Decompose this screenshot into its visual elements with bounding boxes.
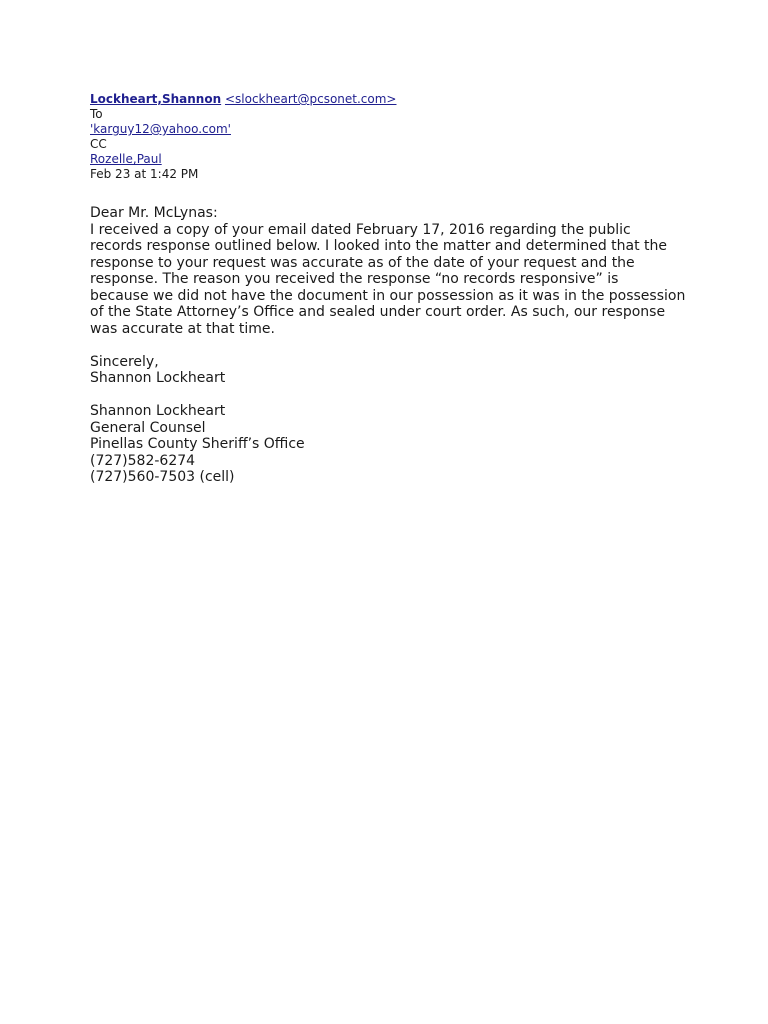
sent-date: Feb 23 at 1:42 PM [90,167,199,181]
to-recipient-link[interactable]: 'karguy12@yahoo.com' [90,122,231,136]
closing: Sincerely, [90,353,159,370]
signature-title: General Counsel [90,419,206,436]
cc-recipient-link[interactable]: Rozelle,Paul [90,152,162,166]
to-label: To [90,107,103,121]
email-message [90,92,690,486]
cc-label: CC [90,137,107,151]
body-paragraph: I received a copy of your email dated February 17, 2016 regarding the public records response outlined below. I looked into the matter and determined that the response to your request was accurate as of the date of your request and the response. The reason you received the response “no records responsive” is because we did not have the document in our possession as it was in the possession of the State Attorney’s Office and sealed under court order. As such, our response was accurate at that time. [90,221,686,337]
greeting: Dear Mr. McLynas: [90,205,218,221]
sender-email-link[interactable]: <slockheart@pcsonet.com> [224,92,397,106]
sender-name-link[interactable]: Lockheart,Shannon [90,92,222,106]
signature-office: Pinellas County Sheriff’s Office [90,436,305,452]
signature-block [90,403,690,486]
email-header [90,92,690,182]
closing-name: Shannon Lockheart [90,370,226,386]
signature-name: Shannon Lockheart [90,403,226,419]
sender-line [90,92,690,107]
email-body [90,205,690,486]
signature-cell: (727)560-7503 (cell) [90,469,235,485]
signature-phone: (727)582-6274 [90,452,196,469]
